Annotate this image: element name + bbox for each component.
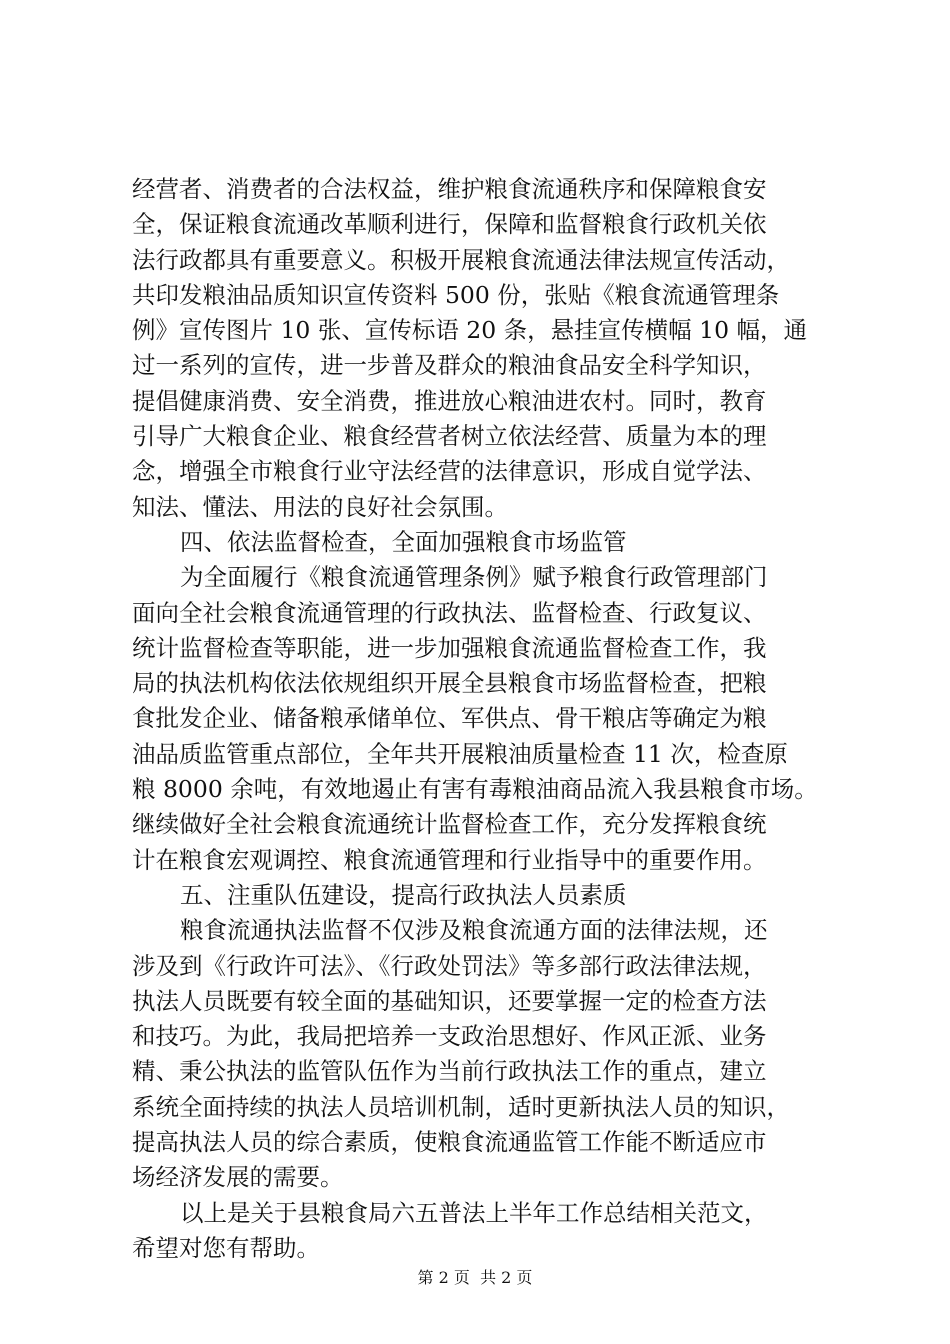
text-line: 念，增强全市粮食行业守法经营的法律意识，形成自觉学法、 bbox=[132, 457, 767, 486]
text-line: 引导广大粮食企业、粮食经营者树立依法经营、质量为本的理 bbox=[132, 422, 767, 451]
text-line: 共印发粮油品质知识宣传资料 500 份，张贴《粮食流通管理条 bbox=[132, 280, 780, 309]
text-line: 四、依法监督检查，全面加强粮食市场监管 bbox=[180, 527, 627, 556]
page-number: 第 2 页 bbox=[417, 1268, 470, 1287]
text-line: 食批发企业、储备粮承储单位、军供点、骨干粮店等确定为粮 bbox=[132, 704, 767, 733]
text-line: 和技巧。为此，我局把培养一支政治思想好、作风正派、业务 bbox=[132, 1022, 767, 1051]
text-line: 为全面履行《粮食流通管理条例》赋予粮食行政管理部门 bbox=[180, 563, 768, 592]
page-footer bbox=[0, 1268, 950, 1288]
text-line: 系统全面持续的执法人员培训机制，适时更新执法人员的知识， bbox=[132, 1092, 790, 1121]
text-line: 粮食流通执法监督不仅涉及粮食流通方面的法律法规，还 bbox=[180, 916, 768, 945]
text-line: 油品质监管重点部位，全年共开展粮油质量检查 11 次，检查原 bbox=[132, 739, 788, 768]
text-line: 提高执法人员的综合素质，使粮食流通监管工作能不断适应市 bbox=[132, 1128, 767, 1157]
text-line: 提倡健康消费、安全消费，推进放心粮油进农村。同时，教育 bbox=[132, 386, 767, 415]
text-line: 例》宣传图片 10 张、宣传标语 20 条，悬挂宣传横幅 10 幅，通 bbox=[132, 316, 808, 345]
text-line: 统计监督检查等职能，进一步加强粮食流通监督检查工作，我 bbox=[132, 633, 767, 662]
text-line: 场经济发展的需要。 bbox=[132, 1163, 344, 1192]
text-line: 继续做好全社会粮食流通统计监督检查工作，充分发挥粮食统 bbox=[132, 810, 767, 839]
text-line: 过一系列的宣传，进一步普及群众的粮油食品安全科学知识， bbox=[132, 351, 767, 380]
document-body bbox=[132, 172, 822, 1266]
text-line: 面向全社会粮食流通管理的行政执法、监督检查、行政复议、 bbox=[132, 598, 767, 627]
text-line: 法行政都具有重要意义。积极开展粮食流通法律法规宣传活动， bbox=[132, 245, 790, 274]
text-line: 以上是关于县粮食局六五普法上半年工作总结相关范文， bbox=[180, 1198, 768, 1227]
text-line: 希望对您有帮助。 bbox=[132, 1233, 320, 1262]
text-line: 全，保证粮食流通改革顺利进行，保障和监督粮食行政机关依 bbox=[132, 210, 767, 239]
text-line: 精、秉公执法的监管队伍作为当前行政执法工作的重点，建立 bbox=[132, 1057, 767, 1086]
text-line: 知法、懂法、用法的良好社会氛围。 bbox=[132, 492, 508, 521]
text-line: 经营者、消费者的合法权益，维护粮食流通秩序和保障粮食安 bbox=[132, 175, 767, 203]
text-line: 五、注重队伍建设，提高行政执法人员素质 bbox=[180, 880, 627, 909]
text-line: 涉及到《行政许可法》、《行政处罚法》等多部行政法律法规， bbox=[132, 951, 767, 980]
text-line: 计在粮食宏观调控、粮食流通管理和行业指导中的重要作用。 bbox=[132, 845, 767, 874]
text-line: 局的执法机构依法依规组织开展全县粮食市场监督检查，把粮 bbox=[132, 669, 767, 698]
text-line: 粮 8000 余吨，有效地遏止有害有毒粮油商品流入我县粮食市场。 bbox=[132, 775, 818, 804]
text-line: 执法人员既要有较全面的基础知识，还要掌握一定的检查方法 bbox=[132, 986, 767, 1015]
page-total: 共 2 页 bbox=[480, 1268, 533, 1287]
